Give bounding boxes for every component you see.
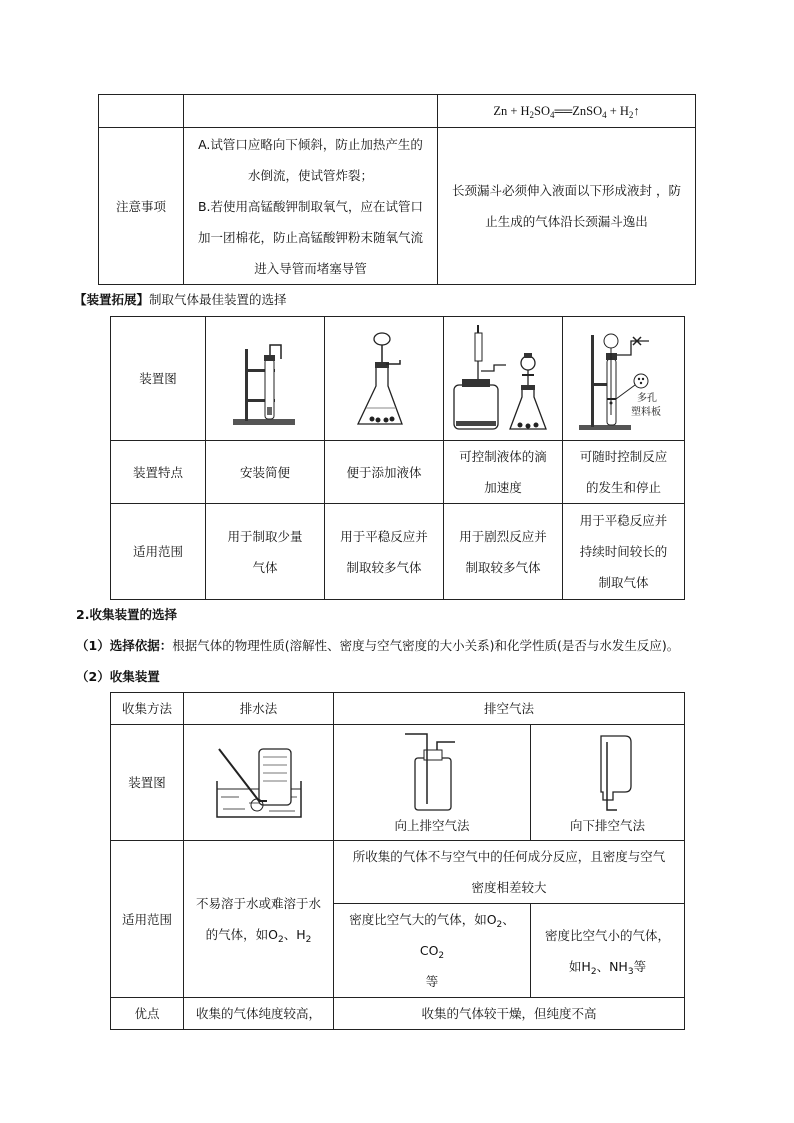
- downward-label: 向下排空气法: [569, 817, 645, 833]
- heading-expand: 【装置拓展】制取气体最佳装置的选择: [74, 292, 287, 307]
- diagram-long-neck-funnel: [325, 317, 444, 441]
- feature-2: 便于添加液体: [325, 441, 444, 504]
- upward-scope: 密度比空气大的气体，如$O_2$、$CO_2$ 等: [334, 904, 531, 998]
- funnel-notes: 长颈漏斗必须伸入液面以下形成液封 ，防 止生成的气体沿长颈漏斗逸出: [438, 128, 696, 285]
- row-label-features: 装置特点: [111, 441, 206, 504]
- feature-4: 可随时控制反应 的发生和停止: [563, 441, 685, 504]
- water-scope: 不易溶于水或难溶于水 的气体，如$O_2$、$H_2$: [184, 841, 334, 998]
- section2-basis: （1）选择依据：根据气体的物理性质(溶解性、密度与空气密度的大小关系)和化学性质(是否与水发生反应)。: [76, 638, 680, 653]
- feature-1: 安装简便: [206, 441, 325, 504]
- range-1: 用于制取少量 气体: [206, 504, 325, 600]
- diagram-water-displacement: [184, 725, 334, 841]
- table-reaction-notes: [98, 94, 696, 285]
- notes-label: 注意事项: [99, 128, 184, 285]
- upward-label: 向上排空气法: [394, 817, 470, 833]
- diagram-upward-cell: [334, 725, 531, 841]
- porous-label-2: 塑料板: [630, 406, 661, 418]
- section2-sub2: （2）收集装置: [76, 669, 160, 684]
- air-common-scope: 所收集的气体不与空气中的任何成分反应，且密度与空气 密度相差较大: [334, 841, 685, 904]
- diagram-syringe-and-separatory-funnel: [444, 317, 563, 441]
- range-3: 用于剧烈反应并 制取较多气体: [444, 504, 563, 600]
- table-device-expand: [110, 316, 685, 600]
- diagram-downward-air: [573, 728, 643, 814]
- diagram-upward-air: [397, 728, 467, 814]
- feature-3: 可控制液体的滴 加速度: [444, 441, 563, 504]
- range-4: 用于平稳反应并 持续时间较长的 制取气体: [563, 504, 685, 600]
- zn-equation: $Zn + H_2SO_4══ZnSO_4$ + $H_2↑$: [438, 95, 696, 128]
- header-method: 收集方法: [111, 693, 184, 725]
- table-collection: [110, 692, 685, 1030]
- diagram-test-tube-stand: [206, 317, 325, 441]
- table1-empty-cell: [184, 95, 438, 128]
- header-water: 排水法: [184, 693, 334, 725]
- header-air: 排空气法: [334, 693, 685, 725]
- air-adv: 收集的气体较干燥，但纯度不高: [334, 998, 685, 1030]
- adv-label: 优点: [111, 998, 184, 1030]
- row-label-range: 适用范围: [111, 504, 206, 600]
- diagram-downward-cell: [531, 725, 685, 841]
- scope-label: 适用范围: [111, 841, 184, 998]
- water-adv: 收集的气体纯度较高，: [184, 998, 334, 1030]
- porous-label-1: 多孔: [636, 392, 657, 404]
- downward-scope: 密度比空气小的气体， 如$H_2$、$NH_3$等: [531, 904, 685, 998]
- diagram-label: 装置图: [111, 725, 184, 841]
- range-2: 用于平稳反应并 制取较多气体: [325, 504, 444, 600]
- section2-title: 2.收集装置的选择: [76, 607, 177, 622]
- heating-notes: A.试管口应略向下倾斜，防止加热产生的 水倒流，使试管炸裂； B.若使用高锰酸钾制取氧气，应在试管口 加一团棉花，防止高锰酸钾粉末随氧气流 进入导管而堵塞导管: [184, 128, 438, 285]
- table1-empty-cell: [99, 95, 184, 128]
- row-label-diagram: 装置图: [111, 317, 206, 441]
- diagram-porous-plate: [563, 317, 685, 441]
